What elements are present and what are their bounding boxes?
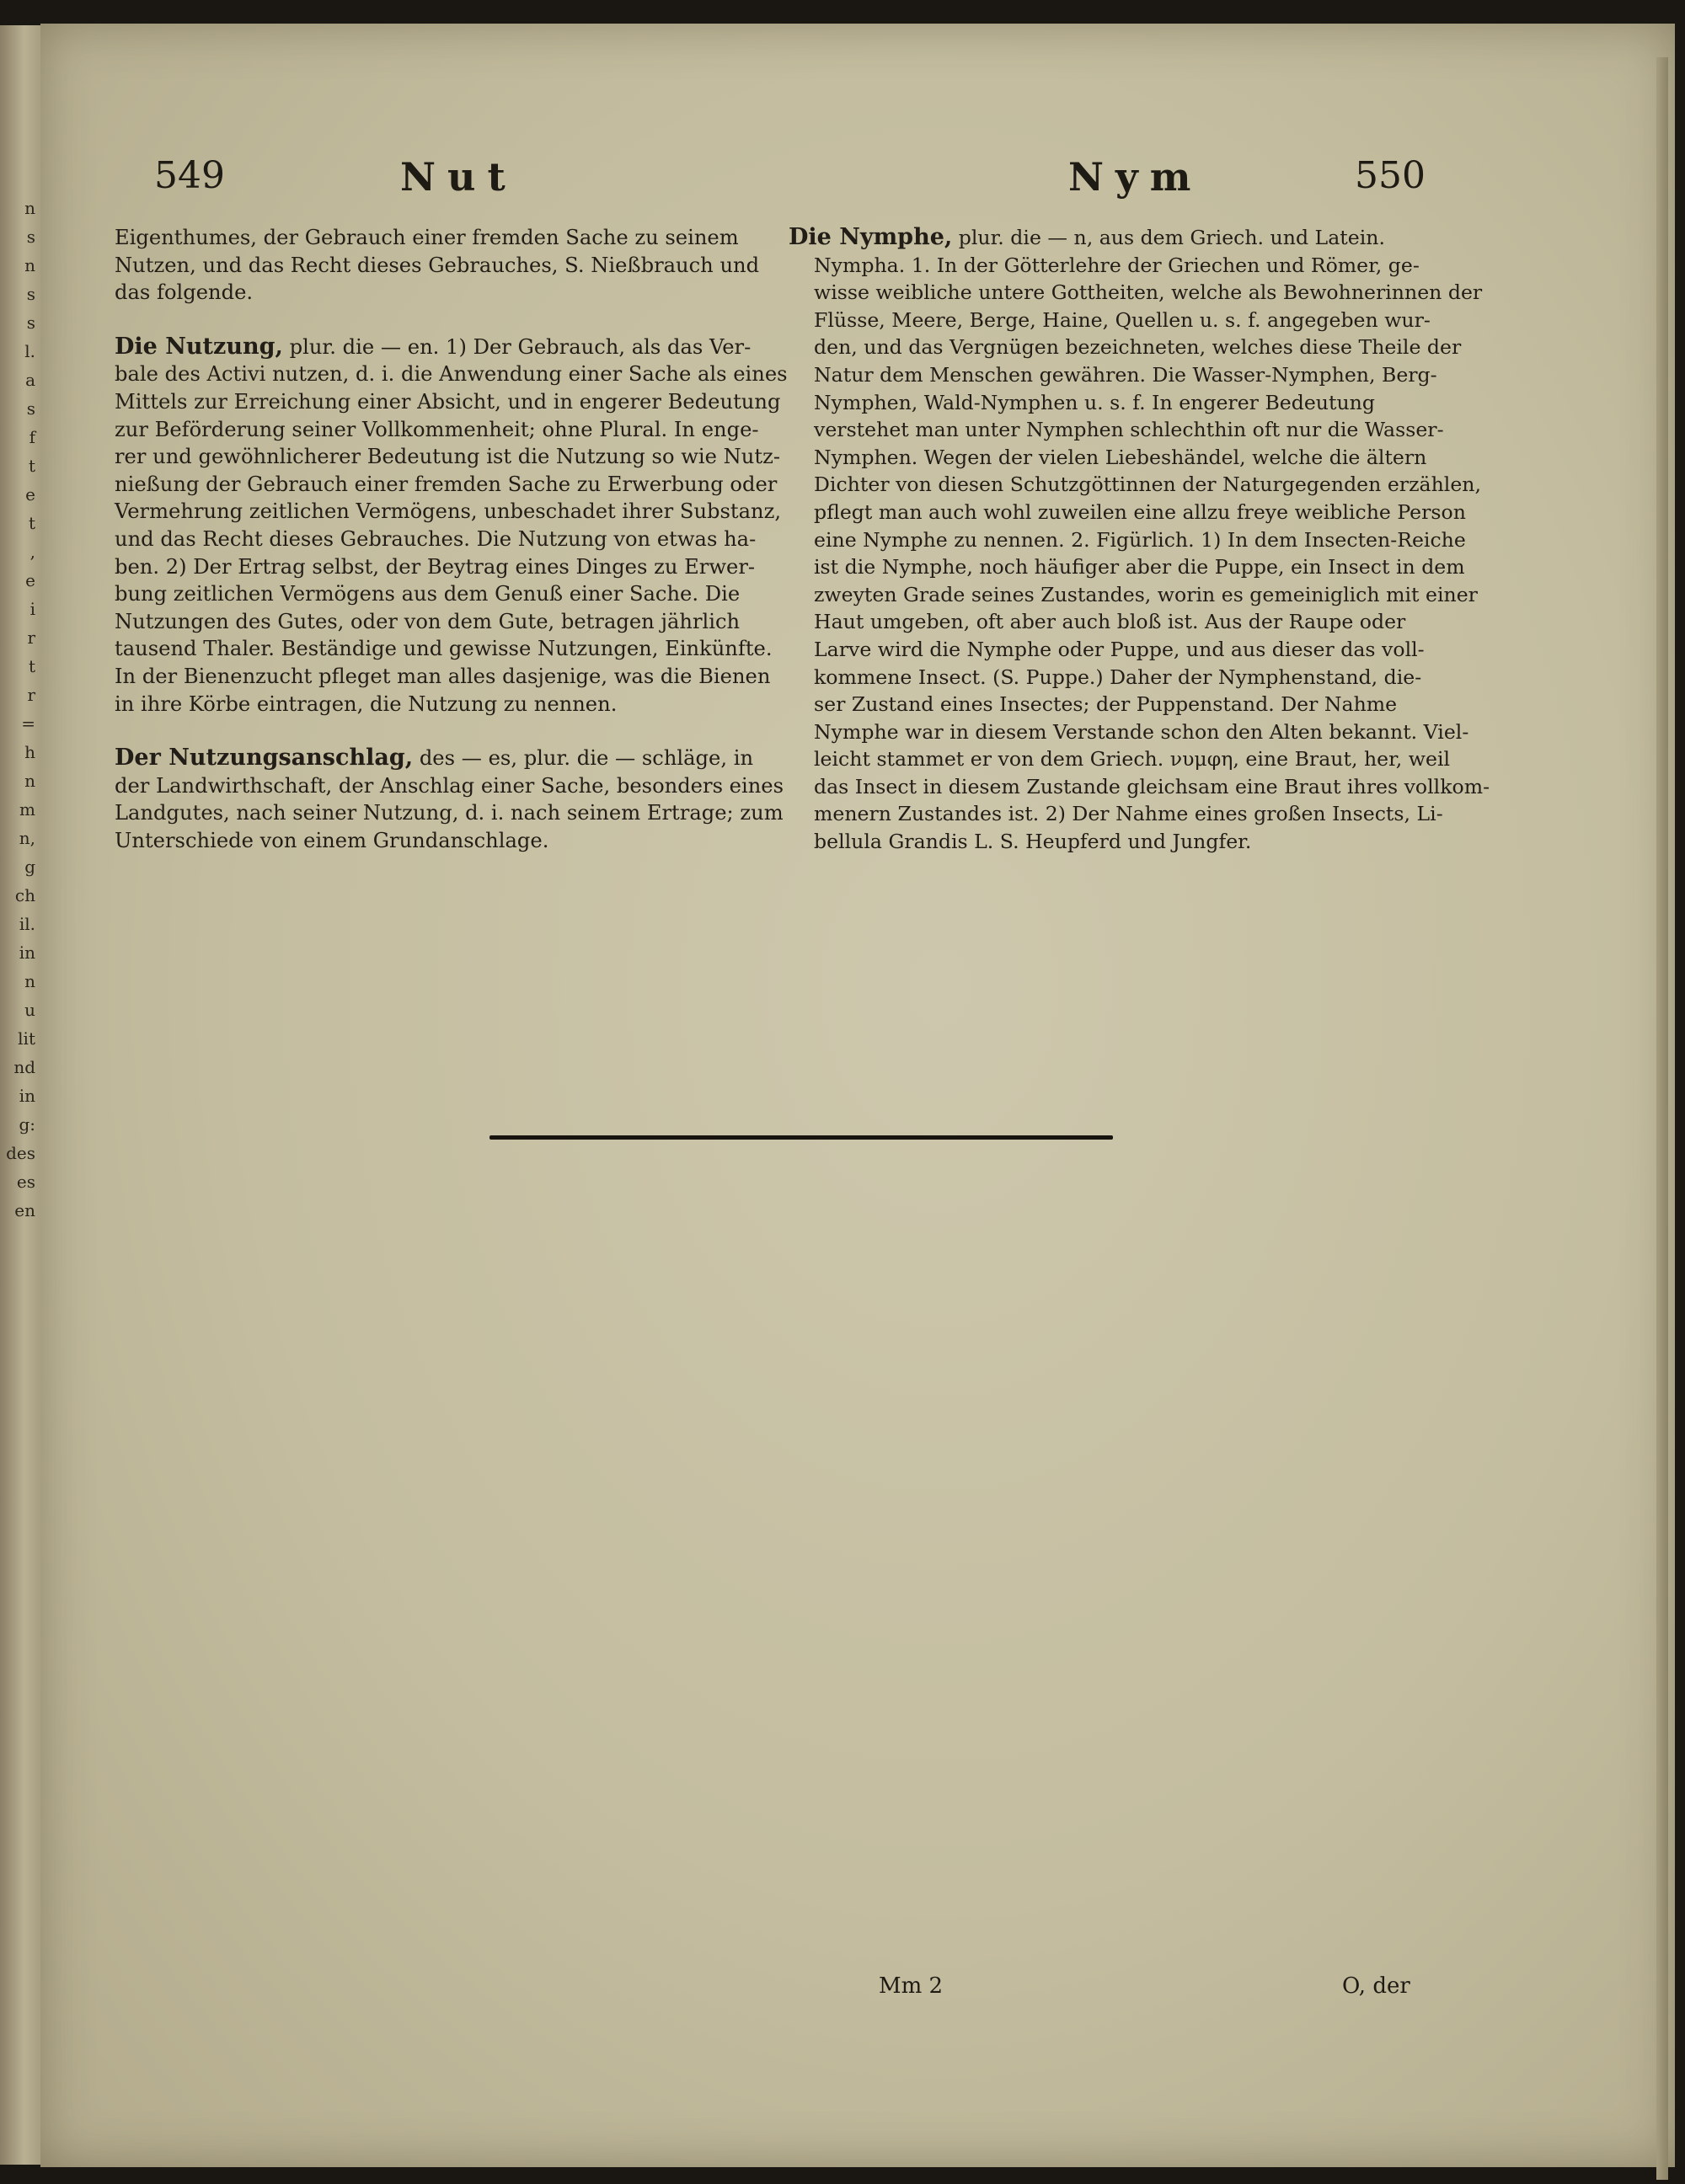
facing-page-letter: , bbox=[29, 542, 35, 562]
text-line: ist die Nymphe, noch häufiger aber die Puppe, ein Insect in dem bbox=[814, 555, 1465, 579]
text-line: Natur dem Menschen gewähren. Die Wasser-Nymphen, Berg- bbox=[814, 362, 1437, 387]
facing-page-letter: l. bbox=[24, 341, 35, 361]
text-line: menern Zustandes ist. 2) Der Nahme eines großen Insects, Li- bbox=[814, 802, 1443, 826]
entry-nymphe bbox=[789, 224, 1493, 856]
facing-page-letter: r bbox=[27, 627, 35, 648]
text-line: Dichter von diesen Schutzgöttinnen der Naturgegenden erzählen, bbox=[814, 473, 1481, 497]
end-rule bbox=[489, 1135, 1113, 1140]
facing-page-letter: e bbox=[25, 570, 35, 590]
text-line: Nymphen, Wald-Nymphen u. s. f. In engerer Bedeutung bbox=[814, 390, 1375, 414]
text-line: bellula Grandis L. S. Heupferd und Jungfer. bbox=[814, 830, 1252, 854]
text-line: plur. die — en. 1) Der Gebrauch, als das Ver- bbox=[289, 334, 752, 359]
text-line: eine Nymphe zu nennen. 2. Figürlich. 1) In dem Insecten-Reiche bbox=[814, 527, 1466, 552]
facing-page-letter: es bbox=[16, 1172, 35, 1192]
text-line: In der Bienenzucht pfleget man alles dasjenige, was die Bienen bbox=[115, 664, 771, 688]
right-running-head: Nym bbox=[1068, 154, 1203, 200]
text-line: Nympha. 1. In der Götterlehre der Griechen und Römer, ge- bbox=[814, 253, 1420, 277]
lemma-nymphe: Die Nymphe, bbox=[789, 224, 953, 250]
page-fore-edge bbox=[1656, 57, 1668, 2180]
text-line: das folgende. bbox=[115, 280, 254, 305]
facing-page-letter: u bbox=[24, 1000, 35, 1020]
text-line: plur. die — n, aus dem Griech. und Latein. bbox=[958, 226, 1385, 249]
facing-page-letter: des bbox=[6, 1143, 35, 1163]
facing-page-letter: r bbox=[27, 685, 35, 705]
text-line: bale des Activi nutzen, d. i. die Anwendung einer Sache als eines bbox=[115, 362, 788, 387]
facing-page-letter: s bbox=[26, 227, 35, 247]
text-line: verstehet man unter Nymphen schlechthin oft nur die Wasser- bbox=[814, 418, 1444, 442]
text-line: zur Beförderung seiner Vollkommenheit; ohne Plural. In enge- bbox=[115, 417, 759, 441]
text-line: Unterschiede von einem Grundanschlage. bbox=[115, 828, 549, 852]
facing-page-letters bbox=[2, 194, 35, 1225]
facing-page-letter: g: bbox=[19, 1114, 35, 1135]
text-line: wisse weibliche untere Gottheiten, welche als Bewohnerinnen der bbox=[814, 280, 1483, 305]
facing-page-letter: in bbox=[19, 1086, 35, 1106]
text-line: Larve wird die Nymphe oder Puppe, und aus dieser das voll- bbox=[814, 637, 1425, 661]
text-line: Mittels zur Erreichung einer Absicht, und in engerer Bedeutung bbox=[115, 389, 781, 414]
book-page bbox=[40, 24, 1675, 2167]
text-line: Eigenthumes, der Gebrauch einer fremden Sache zu seinem bbox=[115, 226, 739, 249]
facing-page-letter: t bbox=[28, 513, 35, 533]
text-line: nießung der Gebrauch einer fremden Sache zu Erwerbung oder bbox=[115, 472, 778, 496]
facing-page-letter: g bbox=[24, 857, 35, 877]
facing-page-letter: en bbox=[14, 1200, 35, 1220]
left-column bbox=[115, 224, 804, 881]
right-column bbox=[789, 224, 1493, 883]
text-line: zweyten Grade seines Zustandes, worin es gemeiniglich mit einer bbox=[814, 582, 1478, 606]
facing-page-letter: n bbox=[24, 771, 35, 791]
facing-page-letter: a bbox=[25, 370, 35, 390]
text-line: leicht stammet er von dem Griech. νυμφη, eine Braut, her, weil bbox=[814, 747, 1451, 772]
text-line: Nymphen. Wegen der vielen Liebeshändel, welche die ältern bbox=[814, 445, 1427, 469]
lemma-nutzungsanschlag: Der Nutzungsanschlag, bbox=[115, 745, 414, 772]
text-line: tausend Thaler. Beständige und gewisse Nutzungen, Einkünfte. bbox=[115, 637, 773, 661]
text-line: und das Recht dieses Gebrauches. Die Nutzung von etwas ha- bbox=[115, 526, 757, 551]
facing-page-letter: i bbox=[29, 599, 35, 619]
right-page-number: 550 bbox=[1355, 154, 1426, 197]
facing-page-letter: n bbox=[24, 971, 35, 991]
facing-page-edge bbox=[0, 25, 40, 2165]
text-line: ser Zustand eines Insectes; der Puppenstand. Der Nahme bbox=[814, 692, 1398, 717]
text-line: pflegt man auch wohl zuweilen eine allzu freye weibliche Person bbox=[814, 499, 1466, 524]
facing-page-letter: m bbox=[19, 799, 35, 820]
text-line: Nymphe war in diesem Verstande schon den Alten bekannt. Viel- bbox=[814, 719, 1469, 744]
facing-page-letter: ch bbox=[14, 885, 35, 905]
text-line: Nutzungen des Gutes, oder von dem Gute, betragen jährlich bbox=[115, 609, 741, 633]
facing-page-letter: n, bbox=[19, 828, 35, 848]
text-line: in ihre Körbe eintragen, die Nutzung zu nennen. bbox=[115, 692, 618, 716]
facing-page-letter: h bbox=[24, 742, 35, 762]
text-line: bung zeitlichen Vermögens aus dem Genuß einer Sache. Die bbox=[115, 582, 741, 606]
facing-page-letter: n bbox=[24, 255, 35, 275]
facing-page-letter: il. bbox=[19, 914, 35, 934]
catchword: O, der bbox=[1342, 1973, 1410, 1999]
text-line: Landgutes, nach seiner Nutzung, d. i. nach seinem Ertrage; zum bbox=[115, 801, 784, 825]
facing-page-letter: t bbox=[28, 456, 35, 476]
left-running-head: Nut bbox=[400, 154, 517, 200]
text-line: des — es, plur. die — schläge, in bbox=[419, 746, 754, 771]
entry-continuation bbox=[115, 224, 804, 307]
facing-page-letter: f bbox=[29, 427, 35, 447]
text-line: ben. 2) Der Ertrag selbst, der Beytrag eines Dinges zu Erwer- bbox=[115, 554, 756, 579]
text-line: den, und das Vergnügen bezeichneten, welches diese Theile der bbox=[814, 335, 1462, 360]
entry-nutzungsanschlag bbox=[115, 745, 804, 854]
facing-page-letter: s bbox=[26, 284, 35, 304]
text-line: kommene Insect. (S. Puppe.) Daher der Nymphenstand, die- bbox=[814, 665, 1422, 689]
facing-page-letter: = bbox=[21, 713, 35, 734]
text-line: das Insect in diesem Zustande gleichsam eine Braut ihres vollkom- bbox=[814, 774, 1490, 798]
text-line: Flüsse, Meere, Berge, Haine, Quellen u. s. f. angegeben wur- bbox=[814, 307, 1431, 332]
facing-page-letter: e bbox=[25, 484, 35, 505]
signature-mark: Mm 2 bbox=[879, 1973, 944, 1999]
lemma-nutzung: Die Nutzung, bbox=[115, 333, 283, 360]
facing-page-letter: in bbox=[19, 942, 35, 963]
text-line: Vermehrung zeitlichen Vermögens, unbeschadet ihrer Substanz, bbox=[115, 499, 782, 524]
facing-page-letter: t bbox=[28, 656, 35, 676]
text-line: der Landwirthschaft, der Anschlag einer Sache, besonders eines bbox=[115, 773, 784, 798]
facing-page-letter: n bbox=[24, 198, 35, 218]
facing-page-letter: nd bbox=[13, 1057, 35, 1077]
facing-page-letter: s bbox=[26, 398, 35, 419]
text-line: rer und gewöhnlicherer Bedeutung ist die Nutzung so wie Nutz- bbox=[115, 445, 781, 469]
entry-nutzung bbox=[115, 334, 804, 718]
text-line: Nutzen, und das Recht dieses Gebrauches, S. Nießbrauch und bbox=[115, 253, 760, 277]
facing-page-letter: s bbox=[26, 312, 35, 333]
facing-page-letter: lit bbox=[18, 1028, 35, 1049]
text-line: Haut umgeben, oft aber auch bloß ist. Aus der Raupe oder bbox=[814, 610, 1406, 634]
left-page-number: 549 bbox=[154, 154, 225, 197]
